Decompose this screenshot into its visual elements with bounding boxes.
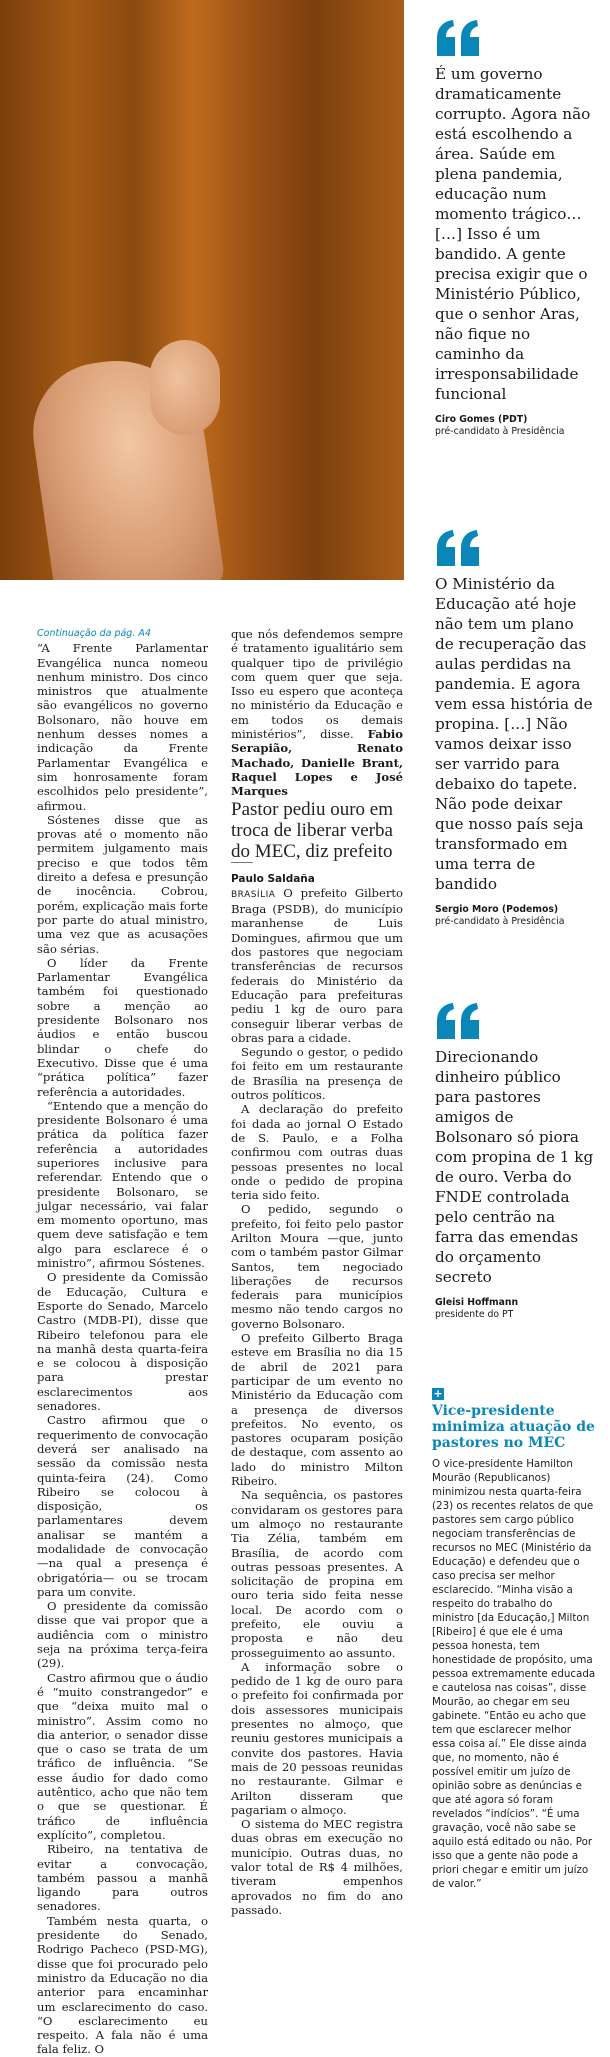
paragraph: “A Frente Parlamentar Evangélica nunca nomeou nenhum ministro. Dos cinco ministros que atualmente são evangélicos no governo Bolsonaro, não houve em nenhum desses nomes a indicação da Frente Parlamentar Evangélica e sim honrosamente foram escolhidos pelo presidente”, afirmou. (37, 641, 208, 813)
quote-block-gleisi (435, 1001, 595, 1321)
dateline: BRASÍLIA (231, 889, 276, 900)
paragraph: O sistema do MEC registra duas obras em execução no município. Outras duas, no valor total de R$ 4 milhões, tiveram empenhos aprovados no fim do ano passado. (231, 1817, 403, 1917)
paragraph: Também nesta quarta, o presidente do Senado, Rodrigo Pacheco (PSD-MG), disse que foi procurado pelo ministro da Educação no dia anterior para encaminhar um esclarecimento do caso. “O esclarecimento eu respeito. A fala não é uma fala feliz. O (37, 1913, 208, 2057)
paragraph: Segundo o gestor, o pedido foi feito em um restaurante de Brasília na presença de outros políticos. (231, 1045, 403, 1103)
paragraph: Castro afirmou que o requerimento de convocação deverá ser analisado na sessão da comissão nesta quinta-feira (24). Como Ribeiro se colocou à disposição, os parlamentares devem analisar se mantém a modalidade de convocação —na qual a presença é obrigatória— ou se trocam para um convite. (37, 1413, 208, 1599)
hand-knuckle (150, 340, 220, 435)
paragraph: Castro afirmou que o áudio é “muito constrangedor” e que “deixa muito mal o ministro”. Assim como no dia anterior, o senador disse que o caso se trata de um tráfico de influência. “Se esse áudio for dado como autêntico, acho que não tem o que se questionar. É tráfico de influência explícito”, completou. (37, 1670, 208, 1842)
quote-author: Ciro Gomes (PDT) (435, 414, 528, 425)
article-column-2 (231, 627, 403, 1917)
paragraph: Sóstenes disse que as provas até o momento não permitem julgamento mais preciso e que todos têm direito a defesa e presunção de inocência. Cobrou, porém, explicação mais forte por parte do atual ministro, uma vez que as acusações são sérias. (37, 812, 208, 956)
related-news-box (432, 1388, 597, 1891)
continuation-note: Continuação da pág. A4 (37, 628, 151, 639)
quote-author-role: pré-candidato à Presidência (435, 426, 565, 437)
paragraph: A declaração do prefeito foi dada ao jornal O Estado de S. Paulo, e a Folha confirmou com outras duas pessoas presentes no local onde o pedido de propina teria sido feito. (231, 1102, 403, 1203)
plus-icon: + (433, 1387, 443, 1400)
article-photo (0, 0, 404, 580)
quote-mark-icon (435, 18, 483, 58)
paragraph: O líder da Frente Parlamentar Evangélica também foi questionado sobre a menção ao presidente Bolsonaro nos áudios e então buscou blindar o chefe do Executivo. Disse que é uma “prática política” fazer referência a autoridades. (37, 955, 208, 1099)
box-text: O vice-presidente Hamilton Mourão (Republicanos) minimizou nesta quarta-feira (23) os recentes relatos de que pastores sem cargo público negociam transferências de recursos no MEC (Ministério da Educação) e defendeu que o caso precisa ser melhor esclarecido. “Minha visão a respeito do trabalho do ministro [da Educação,] Milton [Ribeiro] é que ele é uma pessoa honesta, tem honestidade de propósito, uma pessoa extremamente educada e cautelosa nas coisas”, disse Mourão, ao chegar em seu gabinete. “Então eu acho que tem que esclarecer melhor essa coisa aí.” Ele disse ainda que, no momento, não é possível emitir um juízo de opinião sobre as denúncias e que até agora só foram revelados “indícios”. “É uma gravação, você não sabe se aquilo está editado ou não. Por isso que a gente não pode a priori chegar e emitir um juízo de valor.” (432, 1458, 596, 1890)
paragraph: O prefeito Gilberto Braga esteve em Brasília no dia 15 de abril de 2021 para participar de um evento no Ministério da Educação com a presença de diversos prefeitos. No evento, os pastores ocuparam posição de destaque, com assento ao lado do ministro Milton Ribeiro. (231, 1331, 403, 1489)
quote-author-role: pré-candidato à Presidência (435, 916, 565, 927)
paragraph: O presidente da Comissão de Educação, Cultura e Esporte do Senado, Marcelo Castro (MDB-PI), disse que Ribeiro telefonou para ele na manhã desta quarta-feira e se colocou à disposição para prestar esclarecimentos aos senadores. (37, 1270, 208, 1414)
quote-author: Sergio Moro (Podemos) (435, 904, 559, 915)
quote-author-role: presidente do PT (435, 1309, 514, 1320)
quote-text: É um governo dramaticamente corrupto. Agora não está escolhendo a área. Saúde em plena pandemia, educação num momento trágico… […] Isso é um bandido. A gente precisa exigir que o Ministério Público, que o senhor Aras, não fique no caminho da irresponsabilidade funcional (435, 65, 591, 403)
lead-paragraph (231, 886, 403, 1045)
article-column-1 (37, 627, 208, 2057)
quote-block-ciro (435, 18, 595, 438)
quote-text: O Ministério da Educação até hoje não tem um plano de recuperação das aulas perdidas na pandemia. E agora vem essa história de propina. […] Não vamos deixar isso ser varrido para debaixo do tapete. Não pode deixar que nosso país seja transformado em uma terra de bandido (435, 575, 593, 893)
quote-mark-icon (435, 528, 483, 568)
quote-block-moro (435, 528, 595, 928)
byline: Paulo Saldaña (231, 872, 315, 885)
paragraph: Na sequência, os pastores convidaram os gestores para um almoço no restaurante Tia Zélia, também em Brasília, de acordo com outras pessoas presentes. A solicitação de propina em ouro teria sido feita nesse local. De acordo com o prefeito, ele ouviu a proposta e não deu prosseguimento ao assunto. (231, 1488, 403, 1660)
paragraph: Ribeiro, na tentativa de evitar a convocação, também passou a manhã ligando para outros senadores. (37, 1842, 208, 1914)
quote-author: Gleisi Hoffmann (435, 1297, 519, 1308)
paragraph: O pedido, segundo o prefeito, foi feito pelo pastor Arilton Moura —que, junto com o também pastor Gilmar Santos, tem negociado liberações de recursos federais para municípios mesmo não tendo cargos no governo Bolsonaro. (231, 1202, 403, 1331)
article-headline: Pastor pediu ouro em troca de liberar verba do MEC, diz prefeito (231, 798, 394, 862)
quote-mark-icon (435, 1001, 483, 1041)
headline-rule (231, 862, 253, 863)
paragraph: “Entendo que a menção do presidente Bolsonaro é uma prática da política fazer referência a autoridades superiores inclusive para referendar. Entendo que o presidente Bolsonaro, se julgar necessário, vai falar em momento oportuno, mas quem deve satisfação e tem algo para esclarece é o ministro”, afirmou Sóstenes. (37, 1098, 208, 1271)
quote-text: Direcionando dinheiro público para pastores amigos de Bolsonaro só piora com propina de 1 kg de ouro. Verba do FNDE controlada pelo centrão na farra das emendas do orçamento secreto (435, 1048, 594, 1286)
lead-text: O prefeito Gilberto Braga (PSDB), do município maranhense de Luis Domingues, afirmou que um dos pastores que negociam transferências de recursos federais do Ministério da Educação para prefeituras pediu 1 kg de ouro para conseguir liberar verbas de obras para a cidade. (231, 885, 404, 1045)
box-headline: Vice-presidente minimiza atuação de pastores no MEC (432, 1403, 595, 1451)
paragraph: A informação sobre o pedido de 1 kg de ouro para o prefeito foi confirmada por dois assessores municipais presentes no almoço, que reuniu gestores municipais a convite dos pastores. Havia mais de 20 pessoas reunidas no restaurante. Gilmar e Arilton disseram que pagariam o almoço. (231, 1659, 403, 1817)
paragraph-text: que nós defendemos sempre é tratamento igualitário sem qualquer tipo de privilégio com quem quer que seja. Isso eu espero que aconteça no ministério da Educação e em todos os demais ministérios”, disse. (231, 627, 403, 742)
paragraph: O presidente da comissão disse que vai propor que a audiência com o ministro seja na próxima terça-feira (29). (37, 1599, 208, 1671)
paragraph (231, 627, 403, 799)
reporter-credits: Fabio Serapião, Renato Machado, Danielle Brant, Raquel Lopes e José Marques (231, 727, 404, 799)
